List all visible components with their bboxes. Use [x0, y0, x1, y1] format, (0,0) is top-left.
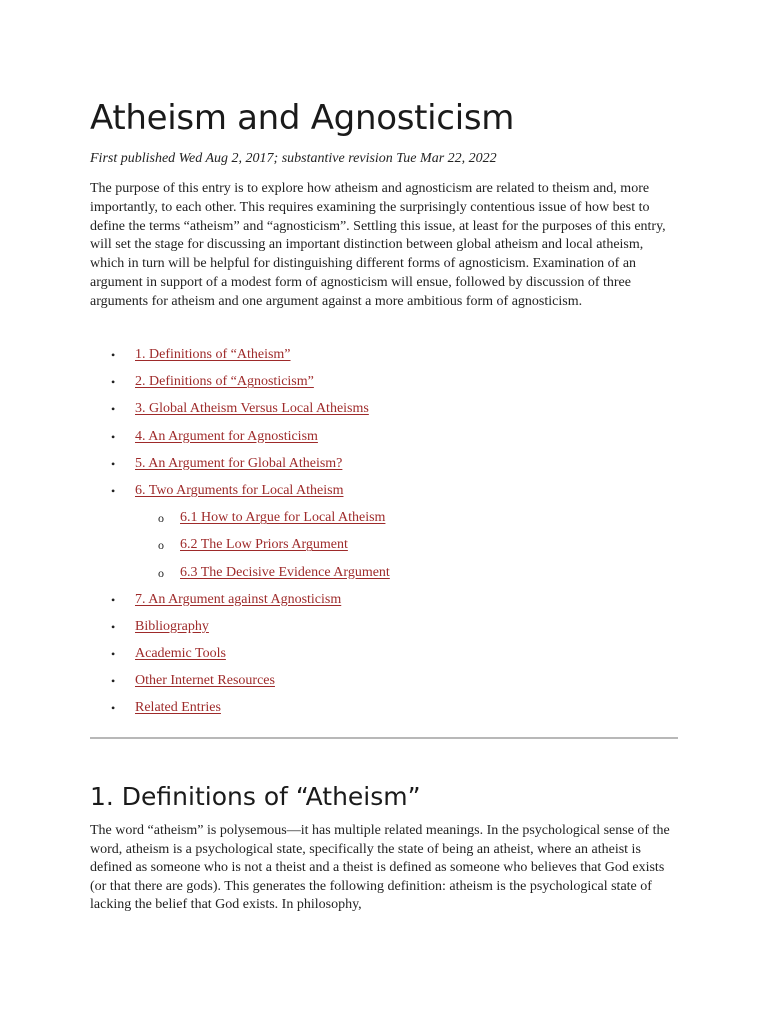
toc-link-argument-for-agnosticism[interactable]: 4. An Argument for Agnosticism — [135, 428, 318, 444]
toc-link-two-arguments-local-atheism[interactable]: 6. Two Arguments for Local Atheism — [135, 482, 344, 498]
toc-link-argument-against-agnosticism[interactable]: 7. An Argument against Agnosticism — [135, 591, 342, 607]
toc-link-related-entries[interactable]: Related Entries — [135, 700, 221, 716]
toc-item-6 — [90, 482, 390, 509]
toc-item-related-entries — [90, 699, 390, 726]
bullet-icon: • — [111, 348, 116, 362]
toc-item-7 — [90, 591, 390, 618]
bullet-icon: • — [111, 592, 116, 607]
bullet-icon: • — [111, 375, 116, 390]
toc-link-definitions-agnosticism[interactable]: 2. Definitions of “Agnosticism” — [135, 374, 314, 390]
toc-link-decisive-evidence[interactable]: 6.3 The Decisive Evidence Argument — [180, 564, 390, 580]
toc-item-academic-tools — [90, 645, 390, 672]
toc-link-other-internet-resources[interactable]: Other Internet Resources — [135, 673, 275, 689]
toc-link-low-priors[interactable]: 6.2 The Low Priors Argument — [180, 537, 348, 553]
publication-info: First published Wed Aug 2, 2017; substantive revision Tue Mar 22, 2022 — [90, 151, 497, 166]
bullet-icon: • — [111, 647, 116, 662]
bullet-icon: • — [111, 619, 116, 634]
bullet-icon: • — [111, 402, 116, 417]
toc-link-definitions-atheism[interactable]: 1. Definitions of “Atheism” — [135, 347, 291, 362]
circle-bullet-icon: o — [158, 511, 164, 526]
bullet-icon: • — [111, 456, 116, 471]
bullet-icon: • — [111, 429, 116, 444]
bullet-icon: • — [111, 674, 116, 689]
toc-link-global-vs-local[interactable]: 3. Global Atheism Versus Local Atheisms — [135, 401, 369, 417]
toc-subitem-6-1 — [90, 509, 390, 536]
toc-item-3 — [90, 400, 390, 427]
toc-link-academic-tools[interactable]: Academic Tools — [135, 646, 226, 662]
section-divider — [90, 737, 678, 739]
circle-bullet-icon: o — [158, 538, 164, 553]
toc-link-argument-global-atheism[interactable]: 5. An Argument for Global Atheism? — [135, 455, 343, 471]
toc-item-1 — [90, 346, 390, 373]
bullet-icon: • — [111, 701, 116, 716]
toc-item-2 — [90, 373, 390, 400]
section-heading: 1. Definitions of “Atheism” — [90, 782, 421, 811]
toc-item-bibliography — [90, 618, 390, 645]
page-title: Atheism and Agnosticism — [90, 98, 515, 138]
table-of-contents — [90, 346, 390, 727]
circle-bullet-icon: o — [158, 565, 164, 580]
toc-link-bibliography[interactable]: Bibliography — [135, 618, 209, 634]
toc-item-5 — [90, 455, 390, 482]
toc-subitem-6-2 — [90, 536, 390, 563]
bullet-icon: • — [111, 483, 116, 498]
preamble-paragraph: The purpose of this entry is to explore how atheism and agnosticism are related to theism and, more importantly, to each other. This requires examining the surprisingly contentious issue of how best to define the terms “atheism” and “agnosticism”. Settling this issue, at least for the purposes of this entry, will set the stage for discussing an important distinction between global atheism and local atheism, which in turn will be helpful for distinguishing different forms of agnosticism. Examination of an argument in support of a modest form of agnosticism will ensue, followed by discussion of three arguments for atheism and one argument against a more ambitious form of agnosticism. — [90, 181, 666, 309]
section-paragraph: The word “atheism” is polysemous—it has multiple related meanings. In the psychological sense of the word, atheism is a psychological state, specifically the state of being an atheist, where an atheist is defined as someone who is not a theist and a theist is defined as someone who believes that God exists (or that there are gods). This generates the following definition: atheism is the psychological state of lacking the belief that God exists. In philosophy, — [90, 823, 670, 913]
toc-item-4 — [90, 428, 390, 455]
toc-subitem-6-3 — [90, 564, 390, 591]
toc-item-internet-resources — [90, 672, 390, 699]
toc-link-how-to-argue[interactable]: 6.1 How to Argue for Local Atheism — [180, 510, 386, 526]
